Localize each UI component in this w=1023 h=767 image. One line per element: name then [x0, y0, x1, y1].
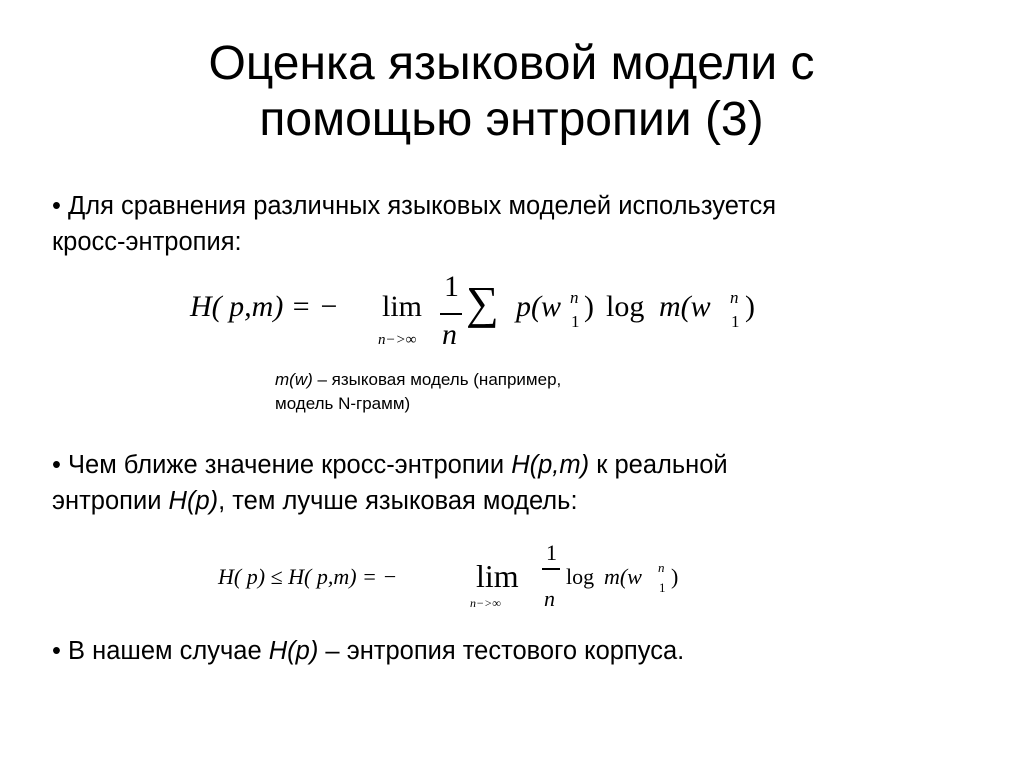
bullet-2-italic-hpm: H(p,m) [511, 451, 590, 479]
formula-2-fraction-bar [542, 568, 560, 570]
formula-2-m-close: ) [671, 564, 679, 589]
bullet-3-post: – энтропия тестового корпуса. [318, 637, 685, 665]
formula-2-m-subscript: 1 [659, 580, 666, 595]
formula-2-m-superscript: n [658, 560, 665, 575]
title-line-1: Оценка языковой модели с [208, 37, 815, 90]
bullet-3-italic-hp: H(p) [268, 637, 319, 665]
formula-1-m: m(w [659, 290, 711, 323]
formula-2-m: m(w [604, 564, 642, 589]
formula-1-p-superscript: n [570, 288, 579, 307]
bullet-2-italic-hp: H(p) [168, 487, 219, 515]
note-italic-mw: m(w) [275, 370, 313, 389]
formula-1-lim-subscript: n−>∞ [378, 332, 417, 348]
formula-1-fraction-denominator: n [442, 318, 457, 351]
bullet-closer-entropy [52, 447, 972, 519]
formula-1-sum-symbol: ∑ [466, 277, 499, 328]
cross-entropy-formula [190, 268, 780, 364]
bullet-1-line-1: • Для сравнения различных языковых моделей используется [52, 192, 776, 220]
formula-2-lhs: H( p) ≤ H( p,m) = − [218, 564, 398, 589]
bullet-3-pre: • В нашем случае [52, 637, 269, 665]
bullet-2-line-1-pre: • Чем ближе значение кросс-энтропии [52, 451, 512, 479]
formula-1-fraction-bar [440, 313, 462, 315]
entropy-inequality-formula [218, 538, 718, 618]
formula-2-log: log [566, 564, 595, 589]
formula-1-m-superscript: n [730, 288, 739, 307]
formula-1-m-close: ) [745, 290, 755, 323]
formula-1-fraction-numerator: 1 [444, 270, 459, 303]
bullet-3-line [52, 633, 972, 669]
formula-2-fraction-denominator: n [544, 586, 555, 611]
formula-1-lim: lim [382, 290, 423, 323]
bullet-2-line-2 [52, 483, 972, 519]
model-note [275, 368, 695, 416]
formula-1-p-close: ) [584, 290, 594, 323]
title-line-2: помощью энтропии (3) [259, 93, 764, 146]
bullet-2-line-2-pre: энтропии [52, 487, 169, 515]
bullet-cross-entropy [52, 188, 972, 260]
note-line-1 [275, 368, 695, 392]
bullet-2-line-1-post: к реальной [589, 451, 728, 479]
bullet-2-line-2-post: , тем лучше языковая модель: [218, 487, 578, 515]
note-line-1-rest: – языковая модель (например, [312, 370, 562, 389]
slide-title [60, 36, 963, 148]
formula-1-lhs: H( p,m) = − [190, 290, 339, 323]
bullet-2-line-1 [52, 447, 972, 483]
note-line-2: модель N-грамм) [275, 394, 411, 413]
formula-1-m-subscript: 1 [731, 312, 740, 331]
formula-2-lim: lim [476, 558, 519, 594]
bullet-1-line-2: кросс-энтропия: [52, 228, 242, 256]
formula-1-p: p(w [516, 290, 561, 323]
bullet-test-corpus [52, 633, 972, 669]
formula-2-fraction-numerator: 1 [546, 540, 557, 565]
formula-2-lim-subscript: n−>∞ [470, 596, 501, 610]
formula-1-log: log [606, 290, 645, 323]
formula-1-p-subscript: 1 [571, 312, 580, 331]
